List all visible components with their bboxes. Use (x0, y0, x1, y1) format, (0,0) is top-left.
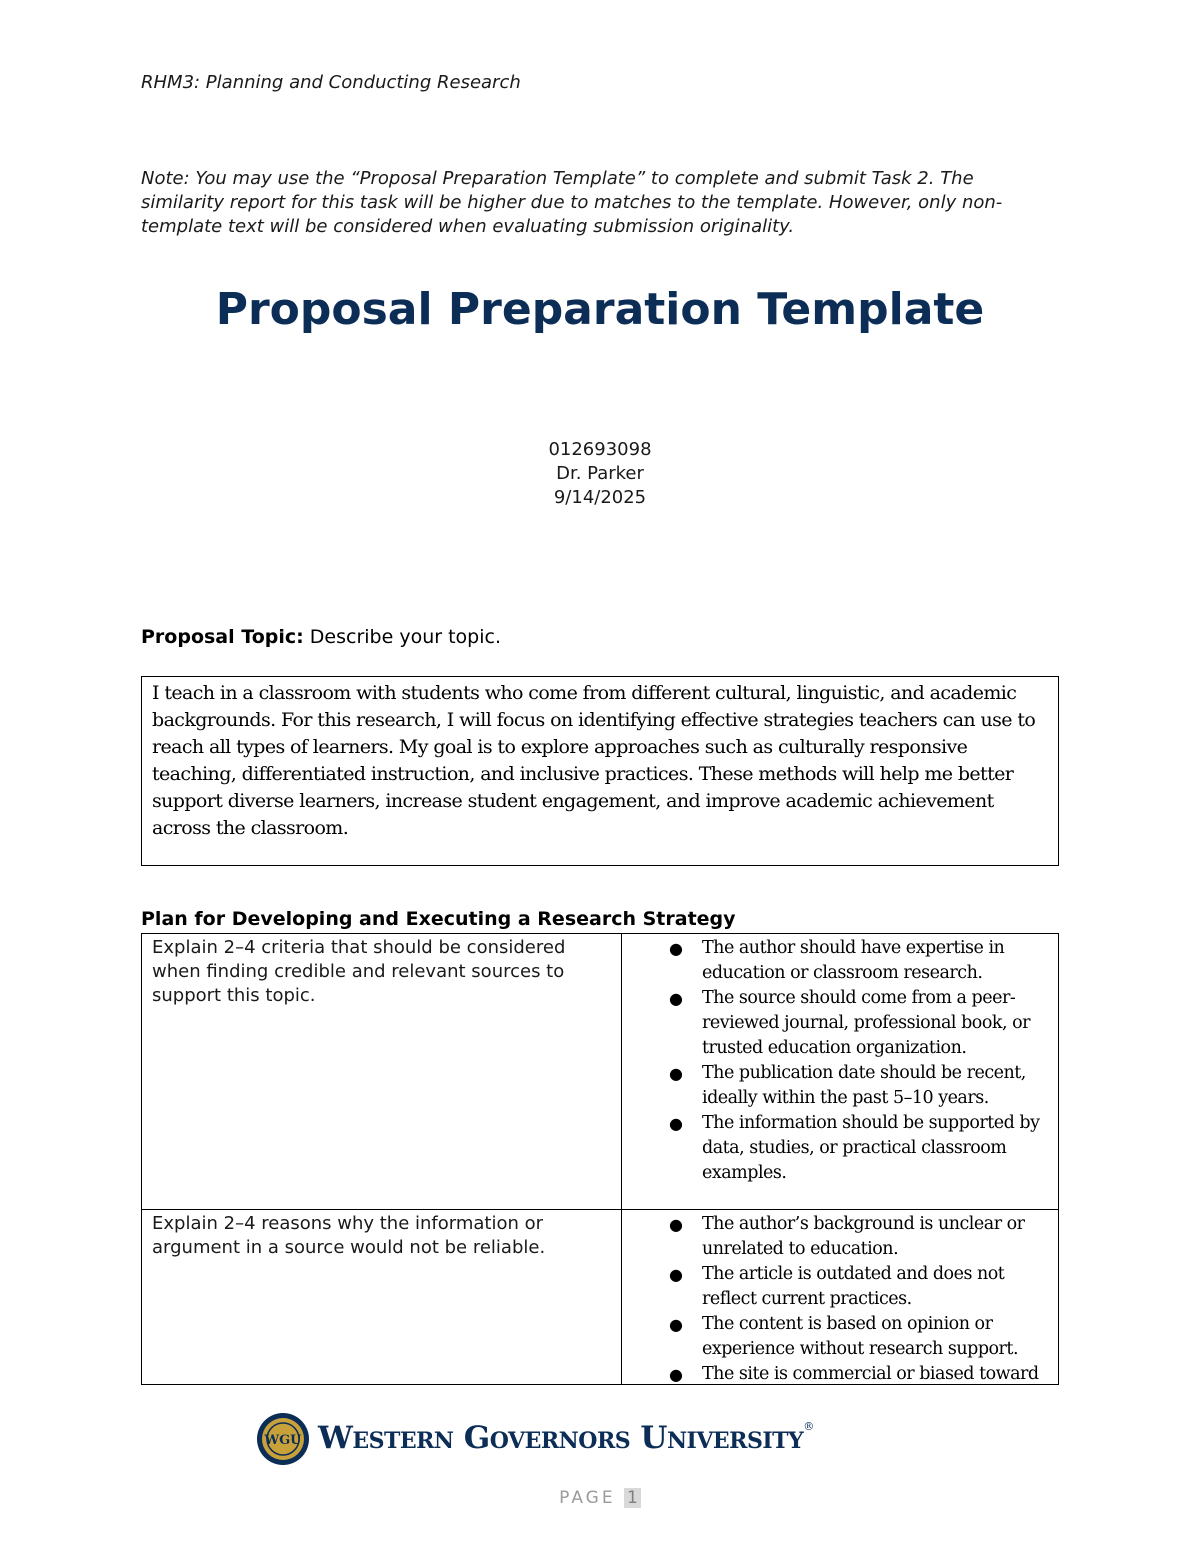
wgu-seal-icon (256, 1412, 310, 1466)
topic-prompt: Describe your topic. (309, 626, 501, 648)
list-item-text: The author’s background is unclear or unrelated to education. (702, 1214, 1025, 1259)
criteria-question: Explain 2–4 criteria that should be considered when finding credible and relevant sources to support this topic. (142, 934, 622, 1210)
template-note: Note: You may use the “Proposal Preparation Template” to complete and submit Task 2. The similarity report for this task will be higher due to matches to the template. However, only non-template text will be considered when evaluating submission originality. (141, 168, 1003, 237)
topic-label (141, 626, 501, 648)
list-item (669, 1262, 1050, 1312)
list-item (669, 1061, 1050, 1111)
list-item (669, 1362, 1050, 1384)
list-item (669, 1312, 1050, 1362)
list-item (669, 936, 1050, 986)
bullet-icon: ● (669, 1064, 683, 1083)
table-row (142, 934, 1059, 1210)
plan-heading: Plan for Developing and Executing a Research Strategy (141, 908, 736, 930)
submission-meta (0, 438, 1200, 510)
reliability-question: Explain 2–4 reasons why the information or argument in a source would not be reliable. (142, 1210, 622, 1385)
instructor-name: Dr. Parker (556, 463, 644, 484)
submission-date: 9/14/2025 (553, 487, 647, 508)
wgu-logo (256, 1410, 916, 1470)
bullet-icon: ● (669, 939, 683, 958)
page-label: PAGE (559, 1488, 616, 1508)
list-item-text: The information should be supported by data, studies, or practical classroom examples. (702, 1113, 1040, 1183)
reliability-answer-clip (622, 1212, 1050, 1384)
seal-text: WGU (264, 1433, 302, 1448)
topic-response-box[interactable]: I teach in a classroom with students who come from different cultural, linguistic, and academic backgrounds. For this research, I will focus on identifying effective strategies teachers can use to reach all types of learners. My goal is to explore approaches such as culturally responsive teaching, differentiated instruction, and inclusive practices. These methods will help me better support diverse learners, increase student engagement, and improve academic achievement across the classroom. (141, 676, 1059, 866)
page-number (0, 1488, 1200, 1508)
list-item (669, 1212, 1050, 1262)
reliability-answer[interactable] (622, 1210, 1059, 1385)
list-item-text: The article is outdated and does not reflect current practices. (702, 1264, 1005, 1309)
wgu-wordmark (318, 1420, 814, 1456)
page-title: Proposal Preparation Template (215, 284, 985, 335)
list-item-text: The publication date should be recent, ideally within the past 5–10 years. (702, 1063, 1026, 1108)
bullet-icon: ● (669, 1114, 683, 1133)
bullet-icon: ● (669, 1265, 683, 1284)
topic-label-bold: Proposal Topic: (141, 626, 304, 648)
criteria-answer[interactable] (622, 934, 1059, 1210)
bullet-icon: ● (669, 1365, 683, 1384)
list-item-text: The content is based on opinion or experience without research support. (702, 1314, 1019, 1359)
criteria-list (622, 936, 1050, 1186)
page-number-value: 1 (624, 1488, 641, 1508)
list-item-text: The source should come from a peer-reviewed journal, professional book, or trusted education organization. (702, 988, 1030, 1058)
trademark-icon: ® (803, 1420, 814, 1433)
student-id: 012693098 (548, 439, 652, 460)
bullet-icon: ● (669, 1315, 683, 1334)
list-item (669, 986, 1050, 1061)
research-plan-table (141, 933, 1059, 1385)
bullet-icon: ● (669, 1215, 683, 1234)
running-header: RHM3: Planning and Conducting Research (141, 72, 521, 93)
table-row (142, 1210, 1059, 1385)
list-item (669, 1111, 1050, 1186)
reliability-list (622, 1212, 1050, 1384)
list-item-text: The site is commercial or biased toward (702, 1364, 1039, 1384)
wgu-wordmark-text: Western Governors University (318, 1420, 804, 1456)
bullet-icon: ● (669, 989, 683, 1008)
list-item-text: The author should have expertise in education or classroom research. (702, 938, 1005, 983)
